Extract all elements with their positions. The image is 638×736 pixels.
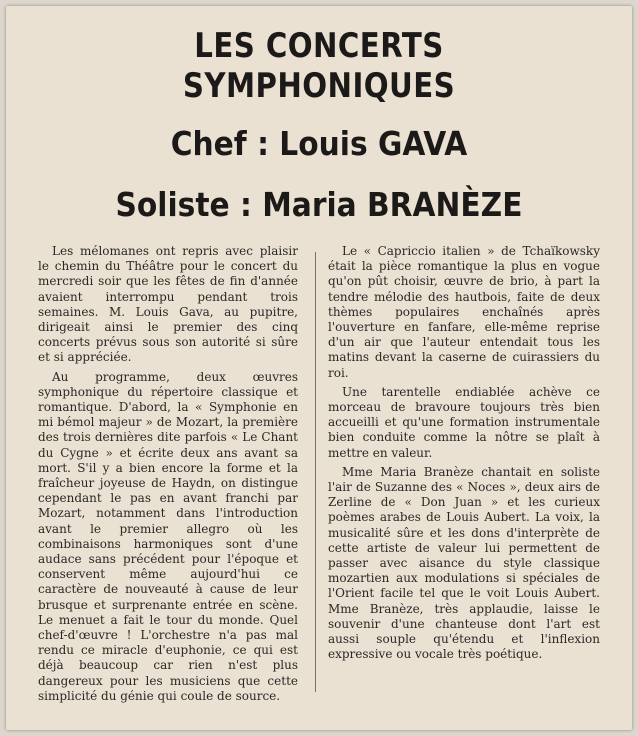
paragraph: Au programme, deux œuvres symphonique du répertoire classique et romantique. D'abord, la « Symphonie en mi bémol majeur » de Mozart, la première des trois dernières dite parfois « Le Chant du Cygne » et écrite deux ans avant sa mort. S'il y a bien encore la forme et la fraîcheur joyeuse de Haydn, on distingue cependant le pas en avant franchi par Mozart, notamment dans l'introduction avant le premier allegro où les combinaisons harmoniques sont d'une audace sans précédent pour l'époque et conservent même aujourd'hui ce caractère de nouveauté à cause de leur brusque et surprenante entrée en scène. Le menuet a fait le tour du monde. Quel chef-d'œuvre ! L'orchestre n'a pas mal rendu ce miracle d'euphonie, ce qui est déjà beaucoup car rien n'est plus dangereux pour les musiciens que cette simplicité du génie qui coule de source. bbox=[38, 369, 298, 703]
soloist-line: Soliste : Maria BRANÈZE bbox=[115, 185, 523, 224]
article-column-right bbox=[328, 244, 600, 666]
paragraph: Le « Capriccio italien » de Tchaïkowsky était la pièce romantique la plus en vogue qu'on pût choisir, œuvre de brio, à part la tendre mélodie des hautbois, faite de deux thèmes populaires enchaînés après l'ouverture en fanfare, elle-même reprise d'un air que l'auteur entendait tous les matins devant la caserne de cuirassiers du roi. bbox=[328, 244, 600, 380]
headline: LES CONCERTS SYMPHONIQUES bbox=[182, 26, 456, 106]
conductor-line: Chef : Louis GAVA bbox=[170, 124, 468, 163]
article-column-left bbox=[38, 244, 298, 708]
paragraph: Une tarentelle endiablée achève ce morceau de bravoure toujours très bien accueilli et qu'une formation instrumentale bien conduite comme la nôtre se plaît à mettre en valeur. bbox=[328, 384, 600, 460]
paragraph: Mme Maria Branèze chantait en soliste l'air de Suzanne des « Noces », deux airs de Zerline de « Don Juan » et les curieux poèmes arabes de Louis Aubert. La voix, la musicalité sûre et les dons d'interprète de cette artiste de valeur lui permettent de passer avec aisance du style classique mozartien aux modulations si spéciales de l'Orient facile tel que le voit Louis Aubert. Mme Branèze, très applaudie, laisse le souvenir d'une chanteuse dont l'art est aussi souple qu'étendu et l'inflexion expressive ou vocale très poétique. bbox=[328, 464, 600, 662]
column-divider bbox=[315, 252, 316, 692]
paragraph: Les mélomanes ont repris avec plaisir le chemin du Théâtre pour le concert du mercredi soir que les fêtes de fin d'année avaient interrompu pendant trois semaines. M. Louis Gava, au pupitre, dirigeait ainsi le premier des cinq concerts prévus sous son autorité si sûre et si appréciée. bbox=[38, 244, 298, 365]
